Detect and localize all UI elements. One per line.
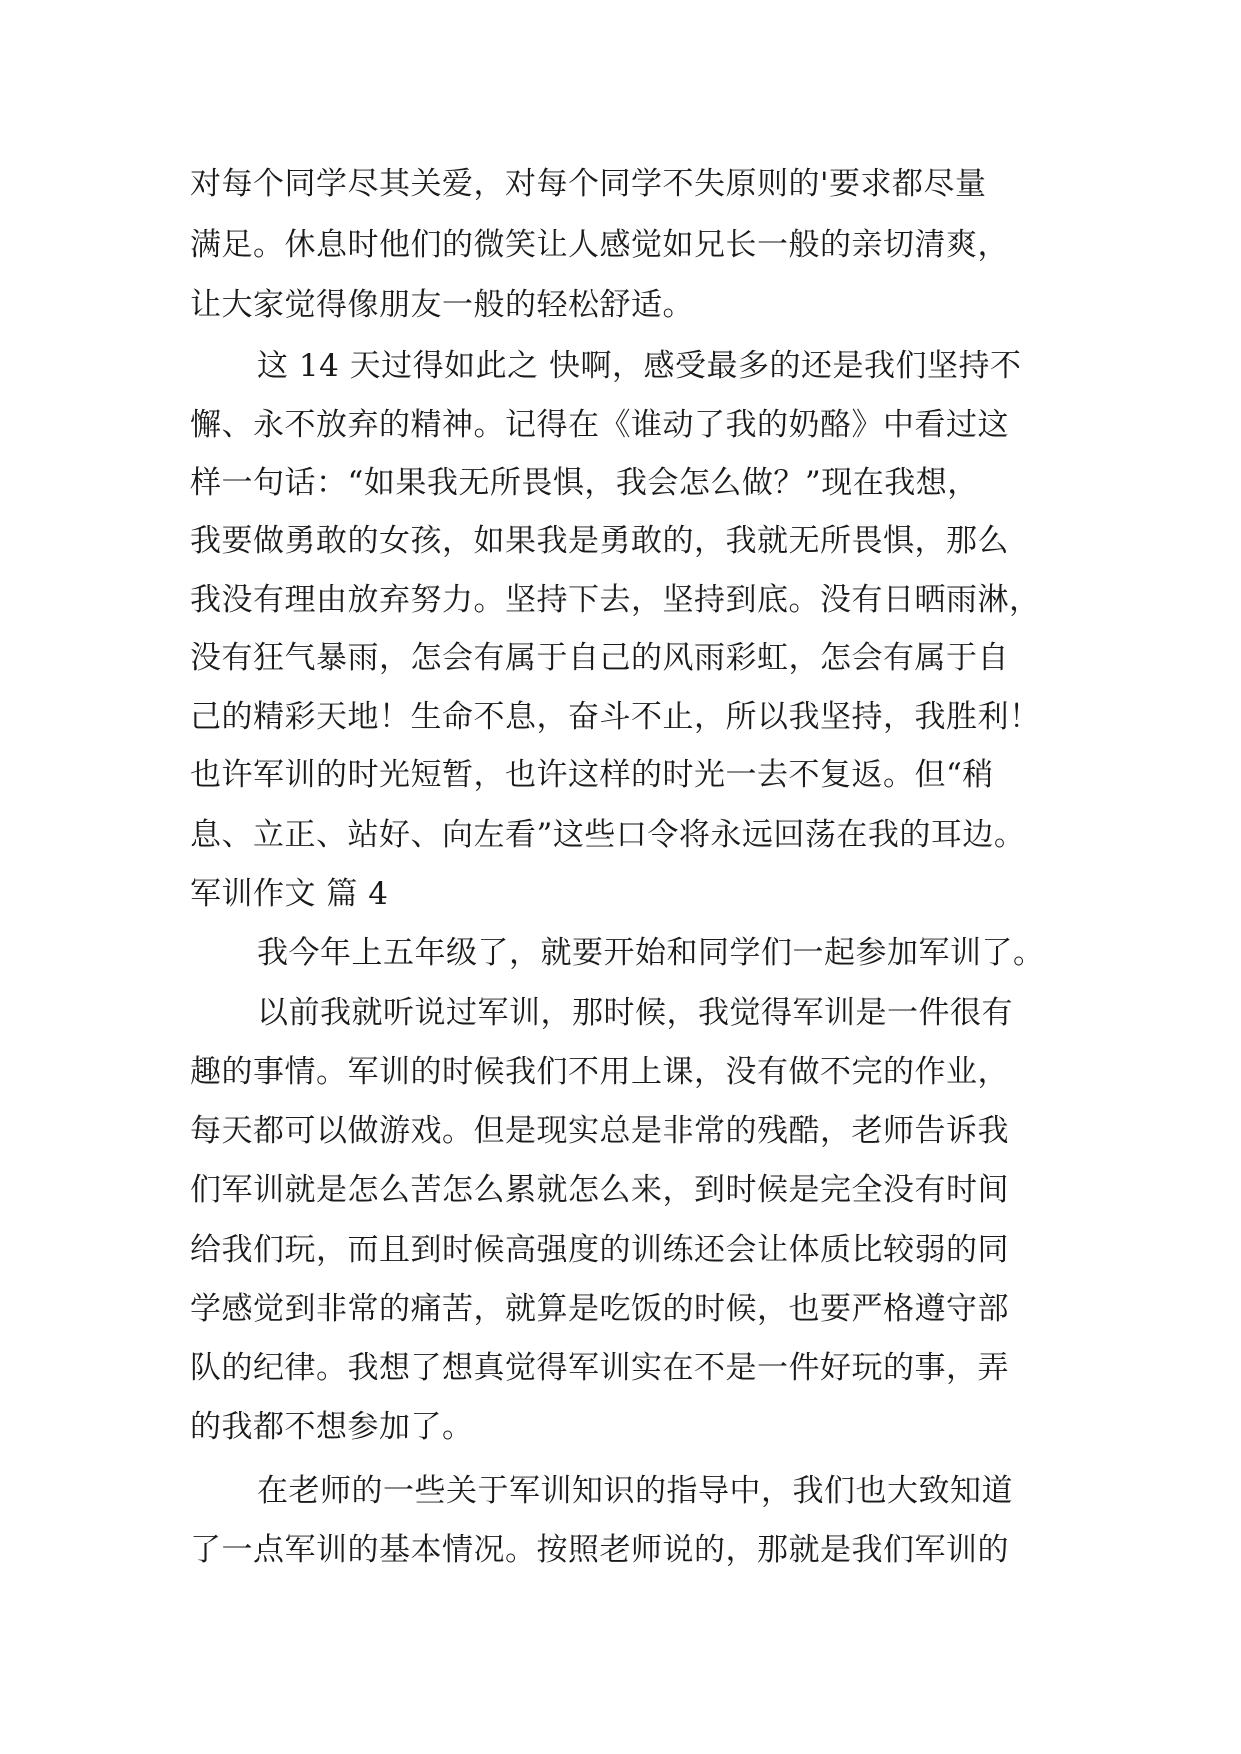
text-line-17: 每天都可以做游戏。但是现实总是非常的残酷，老师告诉我	[190, 1113, 1009, 1149]
text-line-8: 我没有理由放弃努力。坚持下去，坚持到底。没有日晒雨淋，	[190, 582, 1041, 618]
text-line-5: 懈、永不放弃的精神。记得在《谁动了我的奶酪》中看过这	[190, 407, 1009, 443]
text-line-22: 的我都不想参加了。	[190, 1409, 474, 1445]
text-line-4: 这 14 天过得如此之 快啊，感受最多的还是我们坚持不	[257, 348, 1022, 384]
text-line-11: 也许军训的时光短暂，也许这样的时光一去不复返。但“稍	[190, 757, 994, 793]
text-line-21: 队的纪律。我想了想真觉得军训实在不是一件好玩的事，弄	[190, 1350, 1009, 1386]
text-line-12: 息、立正、站好、向左看”这些口令将永远回荡在我的耳边。	[190, 817, 1026, 853]
text-line-19: 给我们玩，而且到时候高强度的训练还会让体质比较弱的同	[190, 1232, 1009, 1268]
text-line-3: 让大家觉得像朋友一般的轻松舒适。	[190, 287, 694, 323]
text-line-7: 我要做勇敢的女孩，如果我是勇敢的，我就无所畏惧，那么	[190, 523, 1009, 559]
text-line-20: 学感觉到非常的痛苦，就算是吃饭的时候，也要严格遵守部	[190, 1291, 1009, 1327]
text-line-10: 己的精彩天地！生命不息，奋斗不止，所以我坚持，我胜利！	[190, 699, 1041, 735]
section-heading: 军训作文 篇 4	[190, 876, 389, 912]
text-line-18: 们军训就是怎么苦怎么累就怎么来，到时候是完全没有时间	[190, 1172, 1009, 1208]
text-line-6: 样一句话：“如果我无所畏惧，我会怎么做？”现在我想，	[190, 465, 979, 501]
text-line-15: 以前我就听说过军训，那时候，我觉得军训是一件很有	[257, 995, 1013, 1031]
text-line-24: 了一点军训的基本情况。按照老师说的，那就是我们军训的	[190, 1532, 1009, 1568]
text-line-23: 在老师的一些关于军训知识的指导中，我们也大致知道	[257, 1473, 1013, 1509]
text-line-14: 我今年上五年级了，就要开始和同学们一起参加军训了。	[257, 935, 1045, 971]
text-line-9: 没有狂气暴雨，怎会有属于自己的风雨彩虹，怎会有属于自	[190, 640, 1009, 676]
text-line-16: 趣的事情。军训的时候我们不用上课，没有做不完的作业，	[190, 1054, 1009, 1090]
text-line-1: 对每个同学尽其关爱，对每个同学不失原则的'要求都尽量	[190, 166, 987, 202]
text-line-2: 满足。休息时他们的微笑让人感觉如兄长一般的亲切清爽，	[190, 227, 1009, 263]
